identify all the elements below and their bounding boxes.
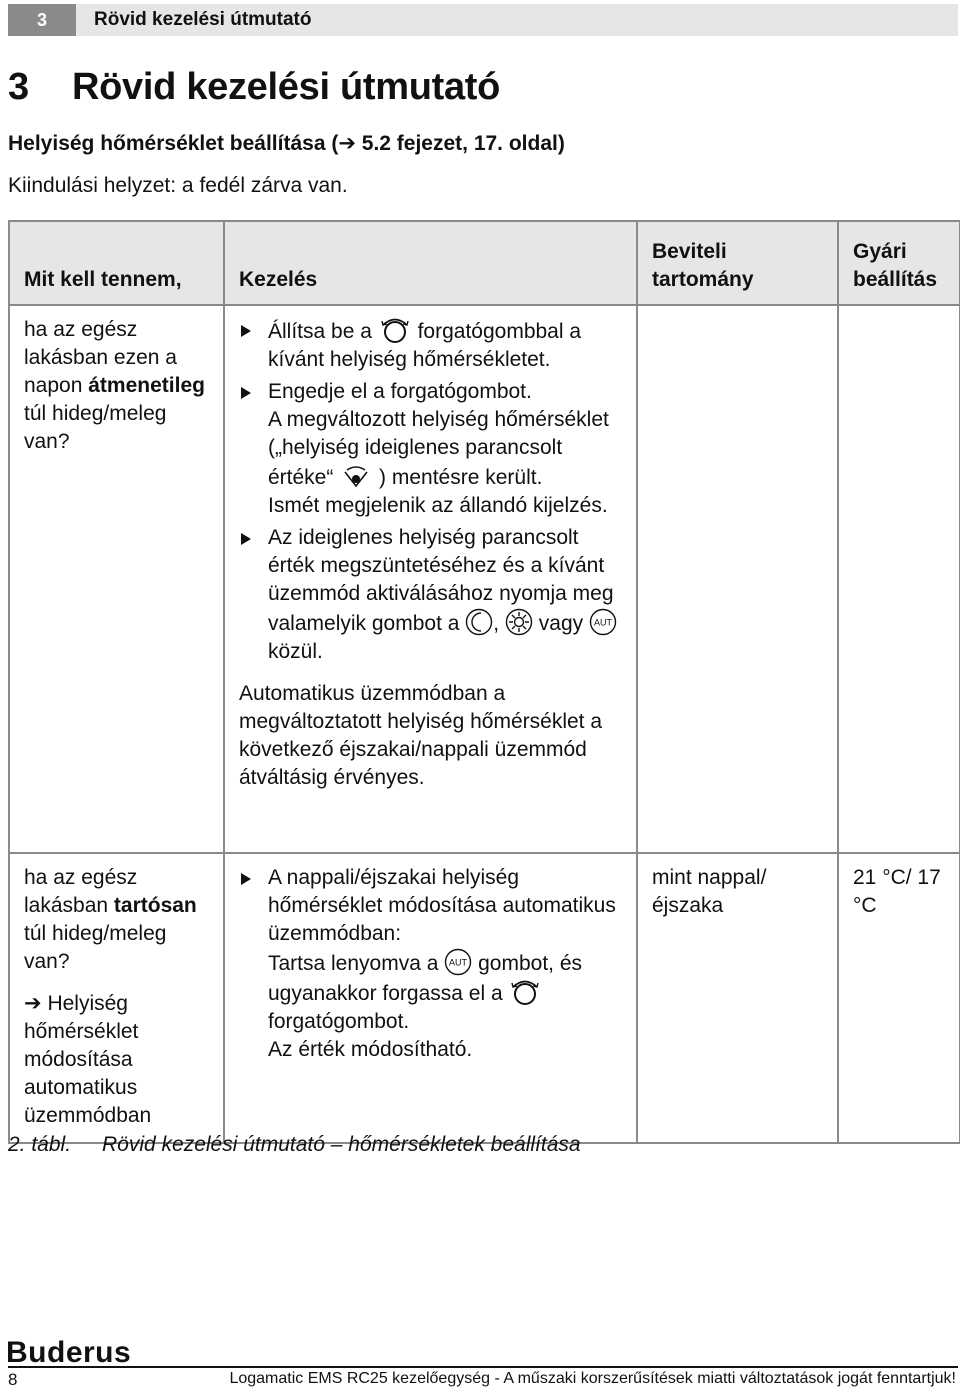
operation-cell	[224, 305, 637, 853]
steps-list	[239, 316, 626, 666]
range-cell: mint nappal/ éjszaka	[637, 853, 838, 1143]
aut-button-icon[interactable]	[444, 948, 472, 976]
step-text: közül.	[268, 640, 323, 663]
subtitle-text: Helyiség hőmérséklet beállítása (	[8, 132, 339, 155]
rotary-knob-icon	[508, 978, 542, 1006]
question-emphasis: tartósan	[113, 894, 197, 917]
footer-text: Logamatic EMS RC25 kezelőegység - A műszaki korszerűsítések miatti változtatások jogát fenntartjuk!	[229, 1370, 956, 1387]
brand-logo: Buderus	[6, 1336, 132, 1369]
header-chapter-title: Rövid kezelési útmutató	[94, 9, 312, 30]
rotary-knob-icon	[378, 316, 412, 344]
caption-text: Rövid kezelési útmutató – hőmérsékletek beállítása	[102, 1133, 581, 1156]
step-text: Az ideiglenes helyiség parancsolt érték megszüntetéséhez és a kívánt üzemmód aktiválásához nyomja meg valamelyik gombot a	[268, 526, 614, 635]
header-chapter-number: 3	[8, 4, 76, 36]
step-text: forgatógombbal a kívánt helyiség hőmérsékletet.	[268, 320, 582, 371]
list-item	[239, 864, 626, 1064]
page-title	[8, 66, 500, 109]
step-continuation	[268, 948, 626, 1036]
aut-label: AUT	[594, 617, 612, 628]
aut-label: AUT	[449, 957, 468, 968]
step-text: ) mentésre került.	[379, 466, 543, 489]
table-row	[9, 305, 960, 853]
cross-reference[interactable]	[24, 990, 213, 1130]
factory-cell	[838, 305, 960, 853]
column-header-range: Beviteli tartomány	[637, 221, 838, 305]
instructions-table	[8, 220, 960, 1144]
step-text: A nappali/éjszakai helyiség hőmérséklet módosítása automatikus üzemmódban:	[268, 866, 616, 945]
step-text: Engedje el a forgatógombot.	[268, 380, 532, 403]
question-cell	[9, 305, 224, 853]
automatic-mode-note: Automatikus üzemmódban a megváltoztatott helyiség hőmérséklet a következő éjszakai/nappali üzemmód átváltásig érvényes.	[239, 682, 603, 789]
caption-label: 2. tábl.	[8, 1133, 72, 1156]
step-text: A megváltozott helyiség hőmérséklet („helyiség ideiglenes parancsolt értéke“	[268, 408, 609, 489]
separator-text: vagy	[538, 612, 584, 635]
sun-icon[interactable]	[505, 608, 533, 636]
arrow-right-icon: ➔	[24, 992, 42, 1015]
list-item	[239, 378, 626, 520]
page-title-text: Rövid kezelési útmutató	[72, 66, 501, 108]
page-title-number: 3	[8, 66, 29, 108]
table-caption	[8, 1133, 581, 1157]
column-header-question: Mit kell tennem,	[9, 221, 224, 305]
column-header-factory-setting: Gyári beállítás	[838, 221, 960, 305]
question-cell	[9, 853, 224, 1143]
section-subtitle	[8, 131, 565, 156]
question-text: ha az egész lakásban ezen a napon	[24, 318, 177, 397]
footer-divider	[8, 1366, 958, 1368]
list-item	[239, 524, 626, 666]
subtitle-reference[interactable]: 5.2 fejezet, 17. oldal)	[355, 132, 565, 155]
separator-text: ,	[493, 612, 500, 635]
step-continuation	[268, 406, 626, 492]
aut-button-icon[interactable]	[589, 608, 617, 636]
step-text: Állítsa be a	[268, 320, 372, 343]
column-header-operation: Kezelés	[224, 221, 637, 305]
table-row	[9, 853, 960, 1143]
cross-reference-text: Helyiség hőmérséklet módosítása automatikus üzemmódban	[24, 992, 152, 1127]
step-text: Tartsa lenyomva a	[268, 952, 439, 975]
question-text: ha az egész lakásban	[24, 866, 138, 917]
table-header-row	[9, 221, 960, 305]
steps-list	[239, 864, 626, 1064]
intro-text: Kiindulási helyzet: a fedél zárva van.	[8, 174, 348, 197]
range-cell	[637, 305, 838, 853]
arrow-right-icon: ➔	[338, 132, 356, 155]
temporary-setpoint-icon	[339, 462, 373, 490]
factory-cell: 21 °C/ 17 °C	[838, 853, 960, 1143]
question-text-end: túl hideg/meleg van?	[24, 922, 167, 973]
step-text: forgatógombot.	[268, 1010, 410, 1033]
moon-icon[interactable]	[465, 608, 493, 636]
question-emphasis: átmenetileg	[88, 374, 205, 397]
step-continuation: Ismét megjelenik az állandó kijelzés.	[268, 494, 608, 517]
question-text-end: túl hideg/meleg van?	[24, 402, 167, 453]
page-number: 8	[8, 1370, 18, 1389]
step-text: gombot, és ugyanakkor forgassa el a	[268, 952, 583, 1005]
step-continuation: Az érték módosítható.	[268, 1038, 473, 1061]
operation-cell	[224, 853, 637, 1143]
list-item	[239, 316, 626, 374]
